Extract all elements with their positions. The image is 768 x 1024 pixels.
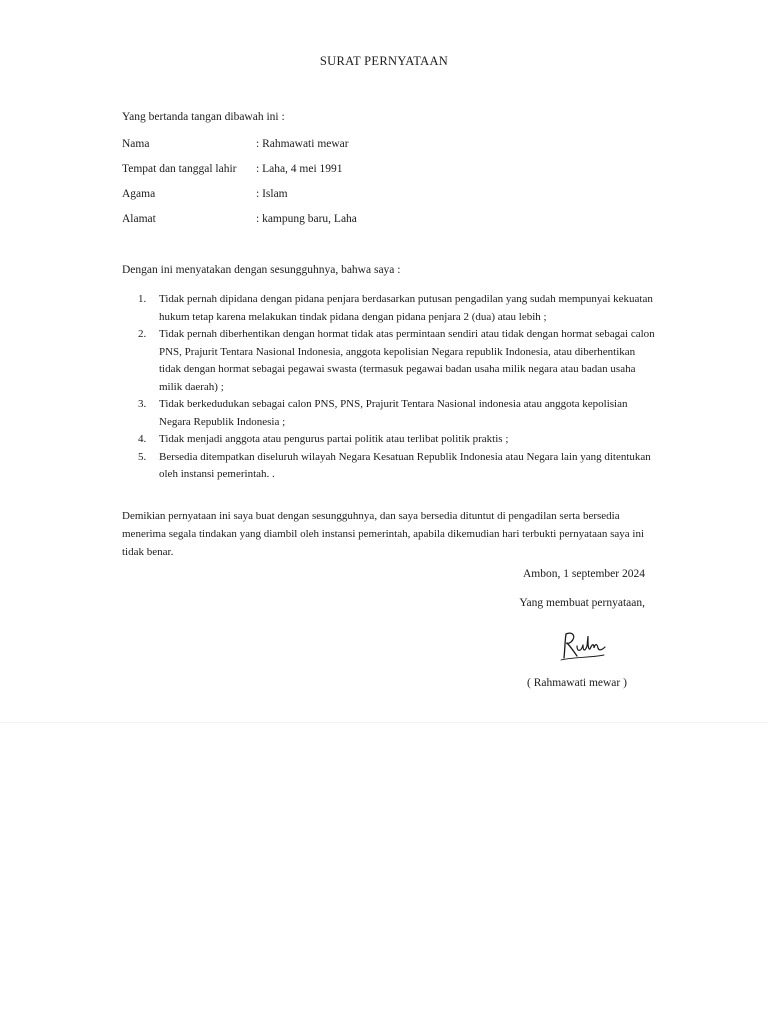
- item-text: Tidak berkedudukan sebagai calon PNS, PNS, Prajurit Tentara Nasional indonesia atau anggota kepolisian Negara Republik Indonesia ;: [159, 398, 628, 428]
- list-item: [138, 326, 658, 396]
- document-title: SURAT PERNYATAAN: [319, 54, 449, 68]
- field-birth: [122, 163, 343, 175]
- field-name: [122, 138, 349, 150]
- list-item: [138, 396, 658, 431]
- field-religion: [122, 188, 288, 200]
- item-text: Tidak menjadi anggota atau pengurus partai politik atau terlibat politik praktis ;: [159, 433, 509, 445]
- item-text: Tidak pernah dipidana dengan pidana penjara berdasarkan putusan pengadilan yang sudah mempunyai kekuatan hukum tetap karena melakukan tindak pidana dengan pidana penjara 2 (dua) atau lebih ;: [159, 293, 653, 323]
- item-number: 1.: [138, 293, 147, 305]
- place-date: Ambon, 1 september 2024: [522, 568, 645, 580]
- closing-paragraph: Demikian pernyataan ini saya buat dengan sesungguhnya, dan saya bersedia dituntut di pengadilan serta bersedia menerima segala tindakan yang diambil oleh instansi pemerintah, apabila dikemudian hari terbukti pernyataan saya ini tidak benar.: [122, 510, 645, 558]
- intro-text: Yang bertanda tangan dibawah ini :: [122, 111, 285, 123]
- field-value: : Islam: [256, 188, 288, 200]
- statement-list: [138, 291, 658, 484]
- field-address: [122, 213, 357, 225]
- list-item: [138, 291, 658, 326]
- field-label: Agama: [122, 188, 156, 200]
- field-value: : Rahmawati mewar: [256, 138, 349, 150]
- handwritten-signature-icon: [558, 628, 608, 664]
- signer-name: ( Rahmawati mewar ): [527, 677, 627, 689]
- list-item: [138, 449, 658, 484]
- list-item: [138, 431, 658, 449]
- item-number: 3.: [138, 398, 147, 410]
- item-number: 2.: [138, 328, 147, 340]
- field-value: : Laha, 4 mei 1991: [256, 163, 343, 175]
- field-label: Alamat: [122, 213, 156, 225]
- item-text: Tidak pernah diberhentikan dengan hormat tidak atas permintaan sendiri atau tidak dengan hormat sebagai calon PNS, Prajurit Tentara Nasional Indonesia, anggota kepolisian Negara republik Indonesia, atau diberhentikan tidak dengan hormat sebagai pegawai swasta (termasuk pegawai badan usaha milik negara atau badan usaha milik daerah) ;: [159, 328, 655, 393]
- field-value: : kampung baru, Laha: [256, 213, 357, 225]
- page-divider: [0, 722, 768, 723]
- field-label: Nama: [122, 138, 150, 150]
- field-label: Tempat dan tanggal lahir: [122, 163, 237, 175]
- item-number: 5.: [138, 450, 147, 463]
- item-text: Bersedia ditempatkan diseluruh wilayah Negara Kesatuan Republik Indonesia atau Negara lain yang ditentukan oleh instansi pemerintah. .: [159, 450, 651, 480]
- maker-label: Yang membuat pernyataan,: [519, 597, 645, 609]
- statement-intro: Dengan ini menyatakan dengan sesungguhnya, bahwa saya :: [122, 264, 401, 276]
- item-number: 4.: [138, 433, 147, 445]
